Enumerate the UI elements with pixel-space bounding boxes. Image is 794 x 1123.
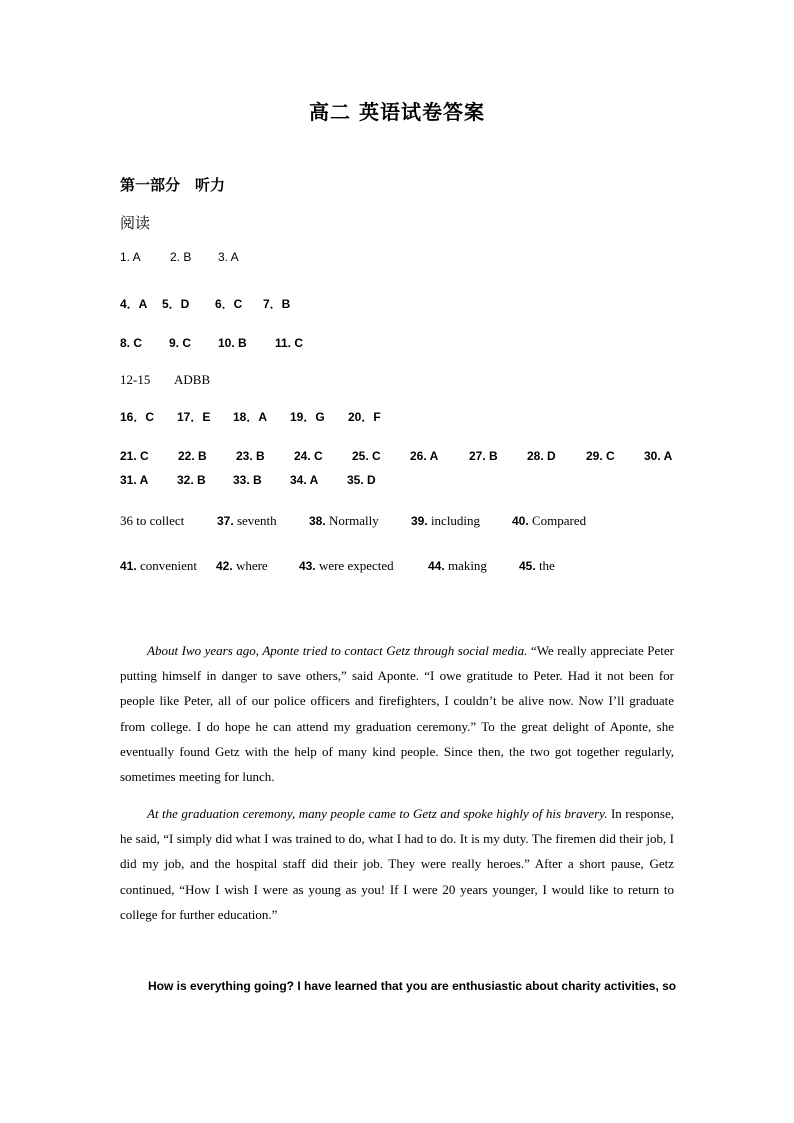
answer-text: including [427, 513, 481, 528]
answer-range: 12-15 [120, 372, 151, 387]
paragraph-opening-sentence: About Iwo years ago, Aponte tried to contact Getz through social media. [147, 643, 528, 658]
answer-item: 29. C [586, 449, 615, 463]
answer-item: 26. A [410, 449, 439, 463]
answer-item [120, 513, 184, 529]
answer-item: 3. A [218, 250, 239, 264]
answer-item: 21. C [120, 449, 149, 463]
answer-item: 8. C [120, 336, 143, 350]
answer-item: 28. D [527, 449, 556, 463]
answer-item: 20．F [348, 410, 381, 424]
answer-item [217, 513, 277, 529]
answer-item: 34. A [290, 473, 319, 487]
answer-text: convenient [136, 558, 197, 573]
answer-item: 11. C [275, 336, 304, 350]
answer-item: 4．A [120, 297, 148, 311]
answer-item [428, 558, 487, 574]
answer-number: 36 [120, 513, 133, 528]
answer-number: 37. [217, 514, 234, 528]
section-heading: 第一部分 听力 [120, 176, 226, 194]
answer-number: 41. [120, 559, 137, 573]
answer-item [216, 558, 268, 574]
paragraph-body: “We really appreciate Peter putting himself in danger to save others,” said Aponte. “I owe gratitude to Peter. Had it not been for people like Peter, all of our police officers and firefighters, I couldn’t be alive now. Now I’ll graduate from college. I do hope he can attend my graduation ceremony.” To the great delight of Aponte, she eventually found Getz with the help of many kind people. Since then, the two got together regularly, sometimes meeting for lunch. [120, 643, 674, 785]
answer-item: 27. B [469, 449, 498, 463]
answer-text: making [444, 558, 487, 573]
answer-item: 17．E [177, 410, 211, 424]
answer-item: 19．G [290, 410, 325, 424]
letter-opening-line: How is everything going? I have learned that you are enthusiastic about charity activities, so [148, 979, 677, 993]
answer-item: 9. C [169, 336, 192, 350]
answer-text: Compared [528, 513, 587, 528]
answer-item: 23. B [236, 449, 265, 463]
answer-item: 32. B [177, 473, 206, 487]
answer-item [512, 513, 586, 529]
reading-label: 阅读 [120, 214, 151, 232]
answer-item [309, 513, 379, 529]
answer-number: 43. [299, 559, 316, 573]
answer-item: 10. B [218, 336, 247, 350]
answer-text: where [232, 558, 268, 573]
answer-item [299, 558, 394, 574]
answer-number: 38. [309, 514, 326, 528]
answer-item: 18．A [233, 410, 268, 424]
answer-item: 1. A [120, 250, 141, 264]
answer-item [411, 513, 480, 529]
answer-item: 33. B [233, 473, 262, 487]
answer-number: 40. [512, 514, 529, 528]
answer-item: 22. B [178, 449, 207, 463]
answer-number: 45. [519, 559, 536, 573]
answer-text: seventh [233, 513, 277, 528]
answer-text: were expected [315, 558, 394, 573]
answer-item: ADBB [174, 372, 211, 387]
answer-item: 5．D [162, 297, 190, 311]
answer-item [120, 558, 197, 574]
answer-number: 44. [428, 559, 445, 573]
answer-item: 25. C [352, 449, 381, 463]
answer-item: 7．B [263, 297, 291, 311]
answer-item: 6．C [215, 297, 243, 311]
answer-number: 39. [411, 514, 428, 528]
writing-paragraph-2 [120, 801, 674, 927]
answer-text: to collect [133, 513, 185, 528]
answer-item: 35. D [347, 473, 376, 487]
paragraph-body: In response, he said, “I simply did what I was trained to do, what I had to do. It is my duty. The firemen did their job, I did my job, and the hospital staff did their job. They were really heroes.” After a short pause, Getz continued, “How I wish I were as young as you! If I were 20 years younger, I would like to return to college for further education.” [120, 806, 674, 922]
answer-text: the [535, 558, 555, 573]
paragraph-opening-sentence: At the graduation ceremony, many people came to Getz and spoke highly of his bravery. [147, 806, 608, 821]
answer-item: 31. A [120, 473, 149, 487]
answer-item: 30. A [644, 449, 673, 463]
answer-item: 16．C [120, 410, 155, 424]
answer-number: 42. [216, 559, 233, 573]
answer-item [519, 558, 555, 574]
page-title: 高二 英语试卷答案 [309, 100, 485, 124]
answer-item: 24. C [294, 449, 323, 463]
writing-paragraph-1 [120, 638, 674, 789]
answer-item: 2. B [170, 250, 192, 264]
answer-text: Normally [325, 513, 379, 528]
